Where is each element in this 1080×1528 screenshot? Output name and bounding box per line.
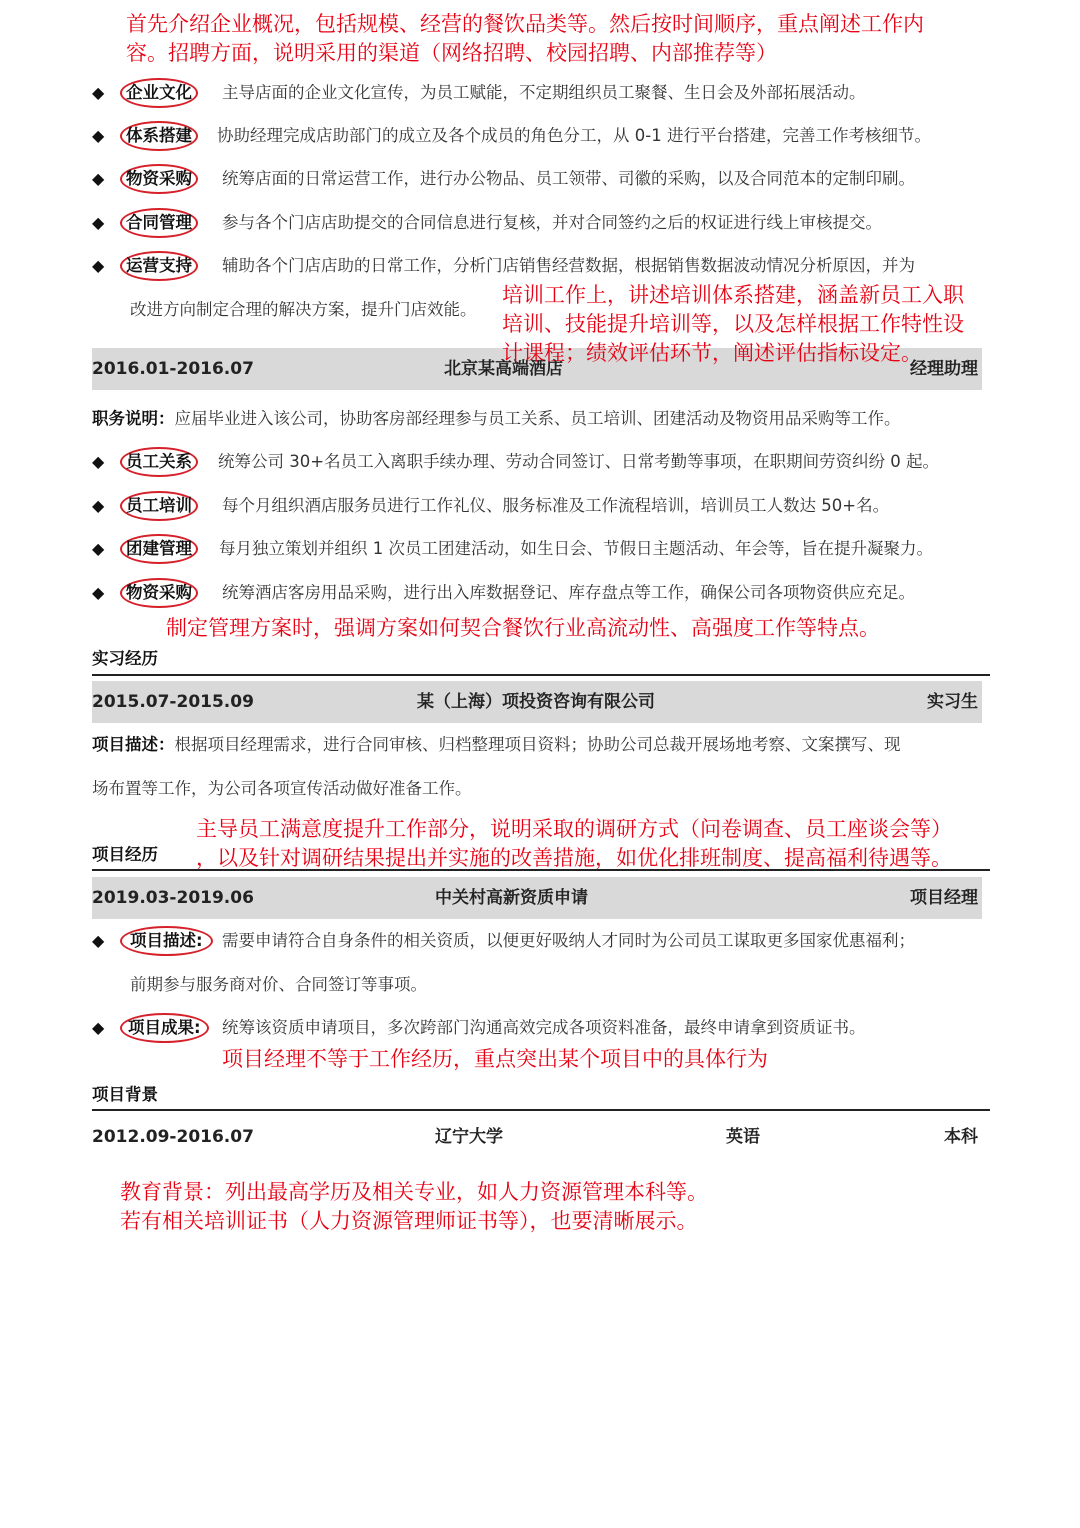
section-divider (92, 869, 990, 871)
list-item (92, 1012, 992, 1044)
item-text-continued: 改进方向制定合理的解决方案，提升门店效能。 (130, 300, 477, 319)
item-label: 运营支持 (120, 251, 198, 281)
education-row (92, 1122, 982, 1152)
item-text: 统筹店面的日常运营工作，进行办公物品、员工领带、司徽的采购，以及合同范本的定制印刷。 (222, 169, 915, 188)
diamond-bullet-icon: ◆ (92, 213, 105, 232)
section-title-project: 项目经历 (92, 845, 158, 864)
list-item (92, 925, 992, 957)
education-date: 2012.09-2016.07 (92, 1127, 254, 1147)
item-text: 每个月组织酒店服务员进行工作礼仪、服务标准及工作流程培训，培训员工人数达 50+名。 (222, 496, 890, 515)
project-description (92, 729, 901, 761)
list-item (92, 250, 992, 282)
list-item (92, 577, 992, 609)
section-title-education: 项目背景 (92, 1085, 158, 1104)
desc-label: 职务说明： (92, 409, 175, 428)
item-label: 团建管理 (120, 534, 198, 564)
item-label: 物资采购 (120, 164, 198, 194)
item-label: 员工培训 (120, 491, 198, 521)
annotation-project: 项目经理不等于工作经历，重点突出某个项目中的具体行为 (222, 1047, 768, 1071)
education-major: 英语 (726, 1127, 760, 1147)
job-company: 北京某高端酒店 (444, 359, 563, 379)
diamond-bullet-icon: ◆ (92, 1018, 105, 1037)
list-item (92, 77, 992, 109)
item-text: 主导店面的企业文化宣传，为员工赋能，不定期组织员工聚餐、生日会及外部拓展活动。 (222, 83, 866, 102)
item-text-continued: 前期参与服务商对价、合同签订等事项。 (130, 975, 427, 994)
item-text: 需要申请符合自身条件的相关资质，以便更好吸纳人才同时为公司员工谋取更多国家优惠福利； (222, 931, 915, 950)
job-company: 某（上海）项投资咨询有限公司 (417, 692, 655, 712)
desc-text: 应届毕业进入该公司，协助客房部经理参与员工关系、员工培训、团建活动及物资用品采购等工作。 (174, 409, 901, 428)
item-label: 企业文化 (120, 78, 198, 108)
item-label: 合同管理 (120, 208, 198, 238)
item-label: 物资采购 (120, 578, 198, 608)
project-description-continued: 场布置等工作，为公司各项宣传活动做好准备工作。 (92, 779, 472, 798)
item-label: 体系搭建 (120, 121, 198, 151)
project-header-bar (92, 877, 982, 919)
diamond-bullet-icon: ◆ (92, 583, 105, 602)
diamond-bullet-icon: ◆ (92, 931, 105, 950)
item-text: 统筹该资质申请项目，多次跨部门沟通高效完成各项资料准备，最终申请拿到资质证书。 (222, 1018, 866, 1037)
item-text: 每月独立策划并组织 1 次员工团建活动，如生日会、节假日主题活动、年会等，旨在提升凝聚力。 (219, 539, 933, 558)
item-label: 项目描述: (120, 926, 213, 956)
item-label: 项目成果: (120, 1013, 209, 1043)
annotation-management: 制定管理方案时，强调方案如何契合餐饮行业高流动性、高强度工作等特点。 (166, 616, 880, 640)
project-role: 项目经理 (910, 888, 978, 908)
desc-label: 项目描述： (92, 735, 175, 754)
diamond-bullet-icon: ◆ (92, 83, 105, 102)
diamond-bullet-icon: ◆ (92, 126, 105, 145)
annotation-satisfaction: 主导员工满意度提升工作部分，说明采取的调研方式（问卷调查、员工座谈会等） ，以及针对调研结果提出并实施的改善措施，如优化排班制度、提高福利待遇等。 (196, 817, 952, 870)
list-item (92, 490, 992, 522)
item-text: 统筹公司 30+名员工入离职手续办理、劳动合同签订、日常考勤等事项，在职期间劳资纠纷 0 起。 (218, 452, 940, 471)
list-item (92, 120, 992, 152)
annotation-intro: 首先介绍企业概况，包括规模、经营的餐饮品类等。然后按时间顺序，重点阐述工作内 容。招聘方面，说明采用的渠道（网络招聘、校园招聘、内部推荐等） (126, 12, 924, 65)
item-text: 统筹酒店客房用品采购，进行出入库数据登记、库存盘点等工作，确保公司各项物资供应充足。 (222, 583, 915, 602)
job-date: 2015.07-2015.09 (92, 692, 254, 712)
job-role: 实习生 (927, 692, 978, 712)
list-item (92, 207, 992, 239)
diamond-bullet-icon: ◆ (92, 496, 105, 515)
annotation-education: 教育背景：列出最高学历及相关专业，如人力资源管理本科等。 若有相关培训证书（人力资源管理师证书等），也要清晰展示。 (120, 1180, 708, 1233)
list-item (92, 533, 992, 565)
project-name: 中关村高新资质申请 (435, 888, 588, 908)
item-label: 员工关系 (120, 447, 198, 477)
desc-text: 根据项目经理需求，进行合同审核、归档整理项目资料；协助公司总裁开展场地考察、文案撰写、现 (174, 735, 901, 754)
item-text: 协助经理完成店助部门的成立及各个成员的角色分工，从 0-1 进行平台搭建，完善工作考核细节。 (217, 126, 931, 145)
job-role: 经理助理 (910, 359, 978, 379)
item-text: 参与各个门店店助提交的合同信息进行复核，并对合同签约之后的权证进行线上审核提交。 (222, 213, 882, 232)
list-item (92, 163, 992, 195)
job-date: 2016.01-2016.07 (92, 359, 254, 379)
education-degree: 本科 (944, 1127, 978, 1147)
job-header-bar (92, 681, 982, 723)
item-text: 辅助各个门店店助的日常工作，分析门店销售经营数据，根据销售数据波动情况分析原因，并为 (222, 256, 915, 275)
education-school: 辽宁大学 (435, 1127, 503, 1147)
diamond-bullet-icon: ◆ (92, 539, 105, 558)
section-divider (92, 1109, 990, 1111)
list-item (92, 446, 992, 478)
section-divider (92, 674, 990, 676)
diamond-bullet-icon: ◆ (92, 169, 105, 188)
annotation-training: 培训工作上，讲述培训体系搭建，涵盖新员工入职 培训、技能提升培训等，以及怎样根据工作特性设 计课程；绩效评估环节，阐述评估指标设定。 (502, 283, 964, 365)
job-description (92, 403, 901, 435)
diamond-bullet-icon: ◆ (92, 256, 105, 275)
diamond-bullet-icon: ◆ (92, 452, 105, 471)
section-title-internship: 实习经历 (92, 649, 158, 668)
project-date: 2019.03-2019.06 (92, 888, 254, 908)
